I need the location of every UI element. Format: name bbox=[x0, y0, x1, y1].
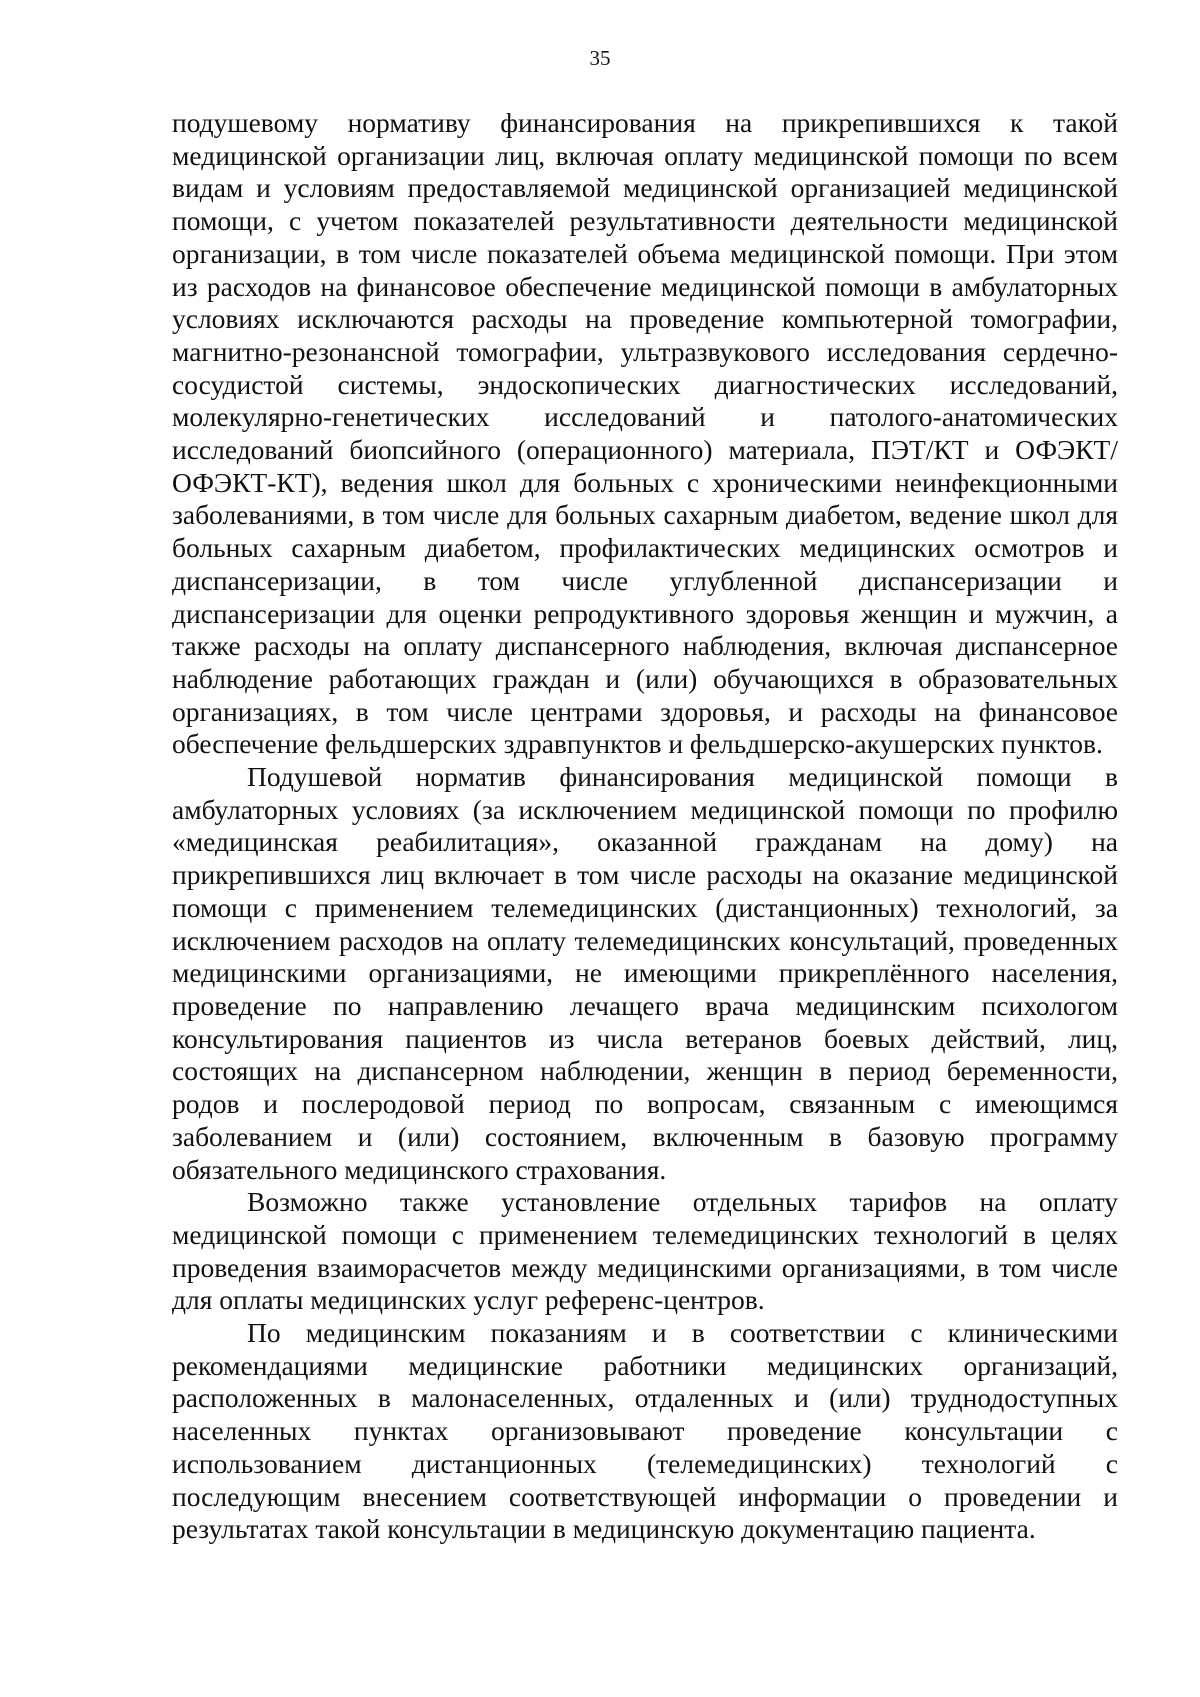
document-body bbox=[172, 107, 1118, 1546]
page-number: 35 bbox=[589, 46, 611, 70]
paragraph-continuation: подушевому нормативу финансирования на прикрепившихся к такой медицинской организации лиц, включая оплату медицинской помощи по всем видам и условиям предоставляемой медицинской организацией медицинской помощи, с учетом показателей результативности деятельности медицинской организации, в том числе показателей объема медицинской помощи. При этом из расходов на финансовое обеспечение медицинской помощи в амбулаторных условиях исключаются расходы на проведение компьютерной томографии, магнитно-резонансной томографии, ультразвукового исследования сердечно-сосудистой системы, эндоскопических диагностических исследований, молекулярно-генетических исследований и патолого-анатомических исследований биопсийного (операционного) материала, ПЭТ/КТ и ОФЭКТ/ОФЭКТ-КТ), ведения школ для больных с хроническими неинфекционными заболеваниями, в том числе для больных сахарным диабетом, ведение школ для больных сахарным диабетом, профилактических медицинских осмотров и диспансеризации, в том числе углубленной диспансеризации и диспансеризации для оценки репродуктивного здоровья женщин и мужчин, а также расходы на оплату диспансерного наблюдения, включая диспансерное наблюдение работающих граждан и (или) обучающихся в образовательных организациях, в том числе центрами здоровья, и расходы на финансовое обеспечение фельдшерских здравпунктов и фельдшерско-акушерских пунктов. bbox=[172, 107, 1118, 760]
paragraph-telemedicine-tariffs: Возможно также установление отдельных тарифов на оплату медицинской помощи с применением телемедицинских технологий в целях проведения взаиморасчетов между медицинскими организациями, в том числе для оплаты медицинских услуг референс-центров. bbox=[172, 1186, 1118, 1316]
paragraph-per-capita-standard: Подушевой норматив финансирования медицинской помощи в амбулаторных условиях (за исключением медицинской помощи по профилю «медицинская реабилитация», оказанной гражданам на дому) на прикрепившихся лиц включает в том числе расходы на оказание медицинской помощи с применением телемедицинских (дистанционных) технологий, за исключением расходов на оплату телемедицинских консультаций, проведенных медицинскими организациями, не имеющими прикреплённого населения, проведение по направлению лечащего врача медицинским психологом консультирования пациентов из числа ветеранов боевых действий, лиц, состоящих на диспансерном наблюдении, женщин в период беременности, родов и послеродовой период по вопросам, связанным с имеющимся заболеванием и (или) состоянием, включенным в базовую программу обязательного медицинского страхования. bbox=[172, 761, 1118, 1185]
paragraph-remote-consultations: По медицинским показаниям и в соответствии с клиническими рекомендациями медицинские работники медицинских организаций, расположенных в малонаселенных, отдаленных и (или) труднодоступных населенных пунктах организовывают проведение консультации с использованием дистанционных (телемедицинских) технологий с последующим внесением соответствующей информации о проведении и результатах такой консультации в медицинскую документацию пациента. bbox=[172, 1317, 1118, 1545]
